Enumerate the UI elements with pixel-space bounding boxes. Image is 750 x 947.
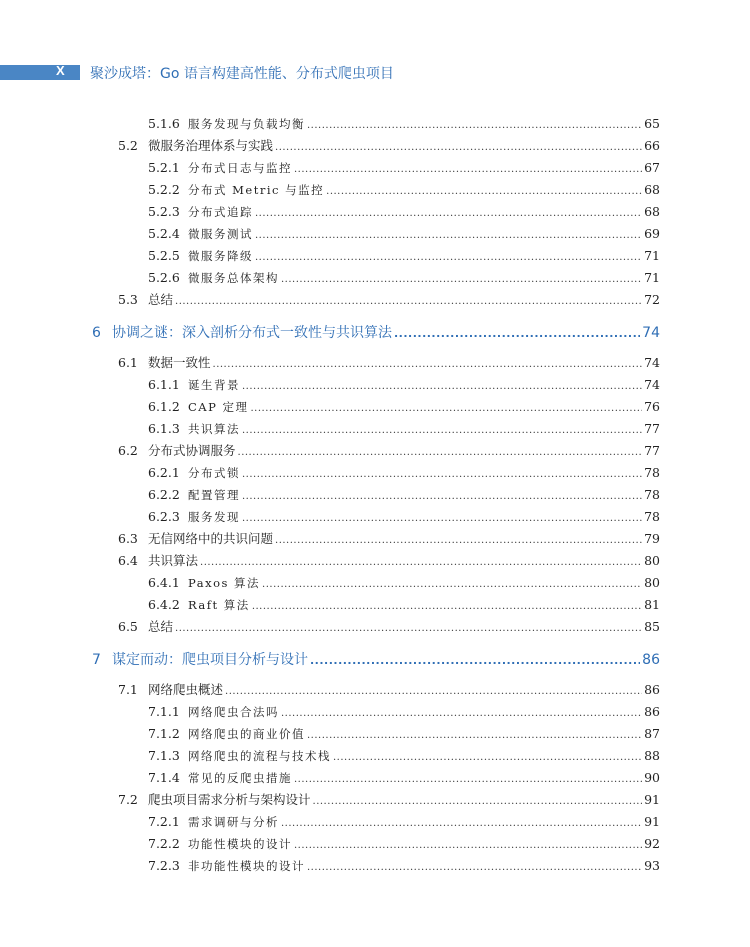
- toc-entry[interactable]: [0, 352, 750, 374]
- table-of-contents: [0, 113, 750, 877]
- entry-page: 88: [644, 748, 660, 763]
- entry-page: 71: [644, 270, 660, 285]
- toc-entry[interactable]: [0, 135, 750, 157]
- entry-page: 78: [644, 465, 660, 480]
- entry-page: 68: [644, 204, 660, 219]
- entry-page: 86: [644, 682, 660, 697]
- toc-entry[interactable]: [0, 701, 750, 723]
- dot-leader: [281, 701, 642, 725]
- dot-leader: [262, 572, 642, 596]
- entry-number: 5.3: [118, 292, 138, 307]
- entry-title: 非功能性模块的设计: [188, 859, 305, 873]
- entry-page: 71: [644, 248, 660, 263]
- toc-entry[interactable]: [0, 374, 750, 396]
- entry-title: 无信网络中的共识问题: [148, 531, 274, 546]
- entry-title: 服务发现与负载均衡: [188, 117, 305, 131]
- toc-entry[interactable]: [0, 179, 750, 201]
- toc-entry[interactable]: [0, 396, 750, 418]
- entry-number: 7: [92, 652, 101, 668]
- entry-number: 5.1.6: [148, 116, 180, 131]
- entry-page: 80: [644, 575, 660, 590]
- entry-page: 74: [642, 325, 660, 341]
- entry-number: 7.1: [118, 682, 138, 697]
- dot-leader: [175, 616, 642, 640]
- entry-page: 74: [644, 377, 660, 392]
- entry-page: 86: [642, 652, 660, 668]
- entry-title: 总结: [148, 292, 174, 307]
- dot-leader: [242, 484, 642, 508]
- entry-number: 5.2.6: [148, 270, 180, 285]
- entry-page: 87: [644, 726, 660, 741]
- entry-title: 需求调研与分析: [188, 815, 279, 829]
- entry-title: 分布式日志与监控: [188, 161, 292, 175]
- entry-title: 功能性模块的设计: [188, 837, 292, 851]
- toc-chapter-entry[interactable]: [0, 322, 750, 344]
- entry-page: 67: [644, 160, 660, 175]
- entry-number: 5.2.1: [148, 160, 180, 175]
- entry-page: 91: [644, 792, 660, 807]
- entry-number: 6.2: [118, 443, 138, 458]
- entry-title: 配置管理: [188, 488, 240, 502]
- dot-leader: [252, 594, 642, 618]
- entry-page: 69: [644, 226, 660, 241]
- toc-entry[interactable]: [0, 245, 750, 267]
- toc-entry[interactable]: [0, 811, 750, 833]
- dot-leader: [213, 352, 643, 376]
- entry-page: 86: [644, 704, 660, 719]
- entry-number: 7.1.1: [148, 704, 180, 719]
- entry-page: 91: [644, 814, 660, 829]
- toc-entry[interactable]: [0, 113, 750, 135]
- entry-number: 6.5: [118, 619, 138, 634]
- dot-leader: [307, 113, 642, 137]
- dot-leader: [225, 679, 642, 703]
- entry-number: 6.1.1: [148, 377, 180, 392]
- dot-leader: [310, 649, 640, 672]
- entry-number: 5.2.4: [148, 226, 180, 241]
- entry-title: 分布式追踪: [188, 205, 253, 219]
- entry-title: Paxos 算法: [188, 576, 261, 590]
- book-title: 聚沙成塔：Go 语言构建高性能、分布式爬虫项目: [90, 66, 394, 82]
- entry-number: 6.4.1: [148, 575, 180, 590]
- entry-page: 92: [644, 836, 660, 851]
- dot-leader: [281, 811, 642, 835]
- toc-entry[interactable]: [0, 506, 750, 528]
- entry-title: 共识算法: [188, 422, 240, 436]
- dot-leader: [175, 289, 642, 313]
- entry-title: 网络爬虫概述: [148, 682, 224, 697]
- entry-page: 78: [644, 509, 660, 524]
- entry-title: 网络爬虫的商业价值: [188, 727, 305, 741]
- toc-entry[interactable]: [0, 223, 750, 245]
- entry-number: 6.4: [118, 553, 138, 568]
- dot-leader: [255, 223, 642, 247]
- entry-title: 网络爬虫的流程与技术栈: [188, 749, 331, 763]
- entry-page: 81: [644, 597, 660, 612]
- dot-leader: [294, 157, 642, 181]
- toc-entry[interactable]: [0, 267, 750, 289]
- dot-leader: [326, 179, 642, 203]
- toc-entry[interactable]: [0, 572, 750, 594]
- entry-title: CAP 定理: [188, 400, 249, 414]
- dot-leader: [200, 550, 642, 574]
- dot-leader: [238, 440, 643, 464]
- entry-title: 网络爬虫合法吗: [188, 705, 279, 719]
- dot-leader: [307, 723, 642, 747]
- dot-leader: [275, 528, 642, 552]
- entry-title: Raft 算法: [188, 598, 250, 612]
- entry-number: 6.3: [118, 531, 138, 546]
- entry-title: 总结: [148, 619, 174, 634]
- entry-number: 6.2.1: [148, 465, 180, 480]
- toc-entry[interactable]: [0, 528, 750, 550]
- toc-entry[interactable]: [0, 462, 750, 484]
- dot-leader: [255, 201, 642, 225]
- entry-title: 微服务降级: [188, 249, 253, 263]
- entry-title: 数据一致性: [148, 355, 211, 370]
- entry-number: 6.4.2: [148, 597, 180, 612]
- entry-number: 5.2: [118, 138, 138, 153]
- toc-entry[interactable]: [0, 723, 750, 745]
- entry-title: 谋定而动：爬虫项目分析与设计: [112, 652, 308, 668]
- toc-entry[interactable]: [0, 440, 750, 462]
- toc-entry[interactable]: [0, 679, 750, 701]
- entry-number: 6: [92, 325, 101, 341]
- entry-number: 5.2.5: [148, 248, 180, 263]
- entry-page: 79: [644, 531, 660, 546]
- entry-page: 78: [644, 487, 660, 502]
- entry-number: 5.2.3: [148, 204, 180, 219]
- entry-number: 7.1.3: [148, 748, 180, 763]
- entry-title: 协调之谜：深入剖析分布式一致性与共识算法: [112, 325, 392, 341]
- entry-title: 分布式 Metric 与监控: [188, 183, 325, 197]
- entry-number: 7.1.4: [148, 770, 180, 785]
- dot-leader: [313, 789, 643, 813]
- entry-title: 服务发现: [188, 510, 240, 524]
- entry-page: 80: [644, 553, 660, 568]
- entry-page: 74: [644, 355, 660, 370]
- dot-leader: [242, 506, 642, 530]
- dot-leader: [275, 135, 642, 159]
- toc-entry[interactable]: [0, 745, 750, 767]
- entry-page: 76: [644, 399, 660, 414]
- entry-number: 7.2.1: [148, 814, 180, 829]
- dot-leader: [294, 767, 642, 791]
- entry-page: 90: [644, 770, 660, 785]
- dot-leader: [242, 418, 642, 442]
- entry-number: 7.2.3: [148, 858, 180, 873]
- entry-title: 分布式协调服务: [148, 443, 236, 458]
- toc-entry[interactable]: [0, 157, 750, 179]
- entry-title: 爬虫项目需求分析与架构设计: [148, 792, 311, 807]
- entry-number: 6.1.3: [148, 421, 180, 436]
- dot-leader: [333, 745, 642, 769]
- dot-leader: [242, 462, 642, 486]
- entry-title: 微服务总体架构: [188, 271, 279, 285]
- entry-number: 5.2.2: [148, 182, 180, 197]
- entry-number: 7.1.2: [148, 726, 180, 741]
- entry-number: 6.1.2: [148, 399, 180, 414]
- dot-leader: [255, 245, 642, 269]
- entry-number: 6.1: [118, 355, 138, 370]
- toc-entry[interactable]: [0, 201, 750, 223]
- toc-entry[interactable]: [0, 767, 750, 789]
- page-number: X: [56, 63, 65, 78]
- dot-leader: [281, 267, 642, 291]
- header-bar: [0, 65, 80, 80]
- toc-entry[interactable]: [0, 789, 750, 811]
- entry-number: 6.2.3: [148, 509, 180, 524]
- dot-leader: [242, 374, 642, 398]
- entry-page: 66: [644, 138, 660, 153]
- entry-page: 77: [644, 443, 660, 458]
- dot-leader: [294, 833, 642, 857]
- entry-page: 72: [644, 292, 660, 307]
- toc-entry[interactable]: [0, 550, 750, 572]
- entry-page: 93: [644, 858, 660, 873]
- entry-number: 6.2.2: [148, 487, 180, 502]
- entry-title: 微服务测试: [188, 227, 253, 241]
- toc-entry[interactable]: [0, 616, 750, 638]
- entry-page: 85: [644, 619, 660, 634]
- entry-number: 7.2: [118, 792, 138, 807]
- entry-page: 68: [644, 182, 660, 197]
- entry-title: 分布式锁: [188, 466, 240, 480]
- entry-page: 65: [644, 116, 660, 131]
- toc-entry[interactable]: [0, 594, 750, 616]
- toc-entry[interactable]: [0, 833, 750, 855]
- entry-title: 共识算法: [148, 553, 199, 568]
- entry-title: 诞生背景: [188, 378, 240, 392]
- dot-leader: [251, 396, 643, 420]
- dot-leader: [394, 322, 640, 345]
- toc-entry[interactable]: [0, 855, 750, 877]
- entry-title: 常见的反爬虫措施: [188, 771, 292, 785]
- entry-page: 77: [644, 421, 660, 436]
- toc-entry[interactable]: [0, 418, 750, 440]
- toc-entry[interactable]: [0, 484, 750, 506]
- dot-leader: [307, 855, 642, 879]
- entry-number: 7.2.2: [148, 836, 180, 851]
- entry-title: 微服务治理体系与实践: [148, 138, 274, 153]
- toc-entry[interactable]: [0, 289, 750, 311]
- toc-chapter-entry[interactable]: [0, 649, 750, 671]
